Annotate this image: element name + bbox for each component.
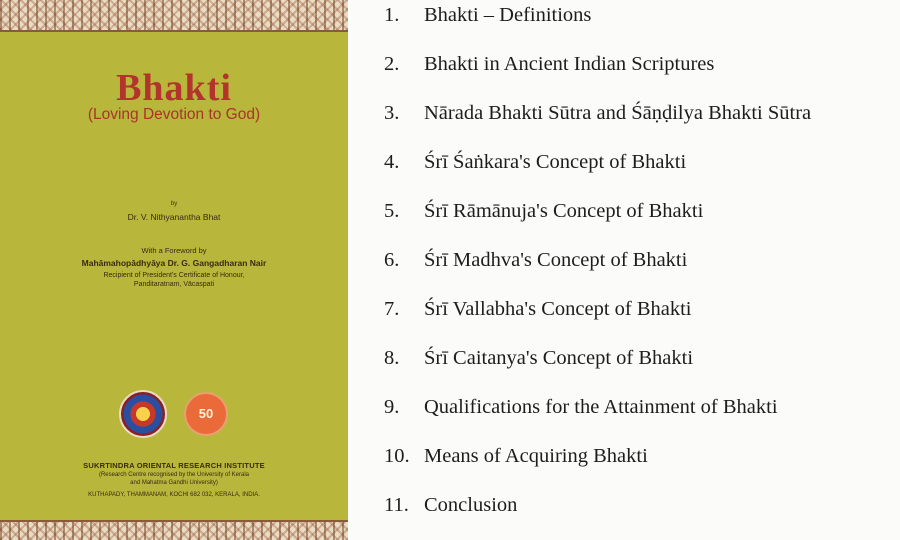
toc-item-number: 1. — [384, 4, 400, 26]
cover-institute-recognition-1: (Research Centre recognised by the University of Kerala — [98, 472, 250, 478]
toc-item-number: 7. — [384, 298, 400, 320]
toc-item-title: Conclusion — [424, 494, 518, 516]
cover-by-label: by — [170, 200, 178, 207]
cover-foreword-name: Mahāmahopādhyāya Dr. G. Gangadharan Nair — [81, 258, 267, 268]
toc-item — [384, 494, 517, 524]
toc-item-number: 3. — [384, 102, 400, 124]
cover-foreword-intro: With a Foreword by — [141, 246, 207, 255]
toc-item-title: Bhakti – Definitions — [424, 4, 592, 26]
toc-item — [384, 445, 648, 475]
table-of-contents — [350, 0, 900, 540]
cover-institute-recognition-2: and Mahatma Gandhi University) — [130, 480, 218, 486]
toc-item-title: Śrī Rāmānuja's Concept of Bhakti — [424, 200, 704, 222]
cover-foreword-credential: Recipient of President's Certificate of Honour, — [103, 272, 245, 279]
toc-item-number: 4. — [384, 151, 400, 173]
toc-item-title: Śrī Śaṅkara's Concept of Bhakti — [424, 151, 687, 173]
toc-item-title: Śrī Vallabha's Concept of Bhakti — [424, 298, 692, 320]
toc-item-title: Śrī Madhva's Concept of Bhakti — [424, 249, 688, 271]
toc-item-number: 5. — [384, 200, 400, 222]
toc-item-number: 6. — [384, 249, 400, 271]
toc-item-number: 10. — [384, 445, 410, 467]
toc-item-title: Nārada Bhakti Sūtra and Śāṇḍilya Bhakti Sūtra — [424, 102, 812, 124]
toc-item — [384, 102, 811, 132]
toc-item — [384, 151, 686, 181]
toc-item — [384, 347, 693, 377]
toc-item — [384, 4, 591, 34]
cover-subtitle: (Loving Devotion to God) — [87, 106, 261, 123]
toc-item — [384, 396, 778, 426]
toc-item-title: Śrī Caitanya's Concept of Bhakti — [424, 347, 694, 369]
cover-institute-name: SUKRTINDRA ORIENTAL RESEARCH INSTITUTE — [83, 461, 265, 470]
toc-item-title: Means of Acquiring Bhakti — [424, 445, 648, 467]
toc-item — [384, 298, 692, 328]
cover-institute-address: KUTHAPADY, THAMMANAM, KOCHI 682 032, KERALA, INDIA. — [88, 492, 260, 498]
toc-item — [384, 249, 687, 279]
toc-item-number: 9. — [384, 396, 400, 418]
toc-item-number: 2. — [384, 53, 400, 75]
toc-item-title: Bhakti in Ancient Indian Scriptures — [424, 53, 715, 75]
cover-author: Dr. V. Nithyanantha Bhat — [127, 212, 221, 222]
anniversary-logo-icon: 50 — [184, 392, 228, 436]
cover-bottom-border — [0, 520, 348, 540]
institute-emblem-icon — [119, 390, 167, 438]
cover-top-border — [0, 0, 348, 32]
toc-item — [384, 200, 703, 230]
cover-title: Bhakti — [116, 67, 232, 109]
toc-item — [384, 53, 714, 83]
toc-item-title: Qualifications for the Attainment of Bhakti — [424, 396, 778, 418]
toc-item-number: 8. — [384, 347, 400, 369]
book-cover — [0, 0, 348, 540]
cover-foreword-titles: Panditaratnam, Vācaspati — [133, 281, 215, 288]
toc-item-number: 11. — [384, 494, 409, 516]
